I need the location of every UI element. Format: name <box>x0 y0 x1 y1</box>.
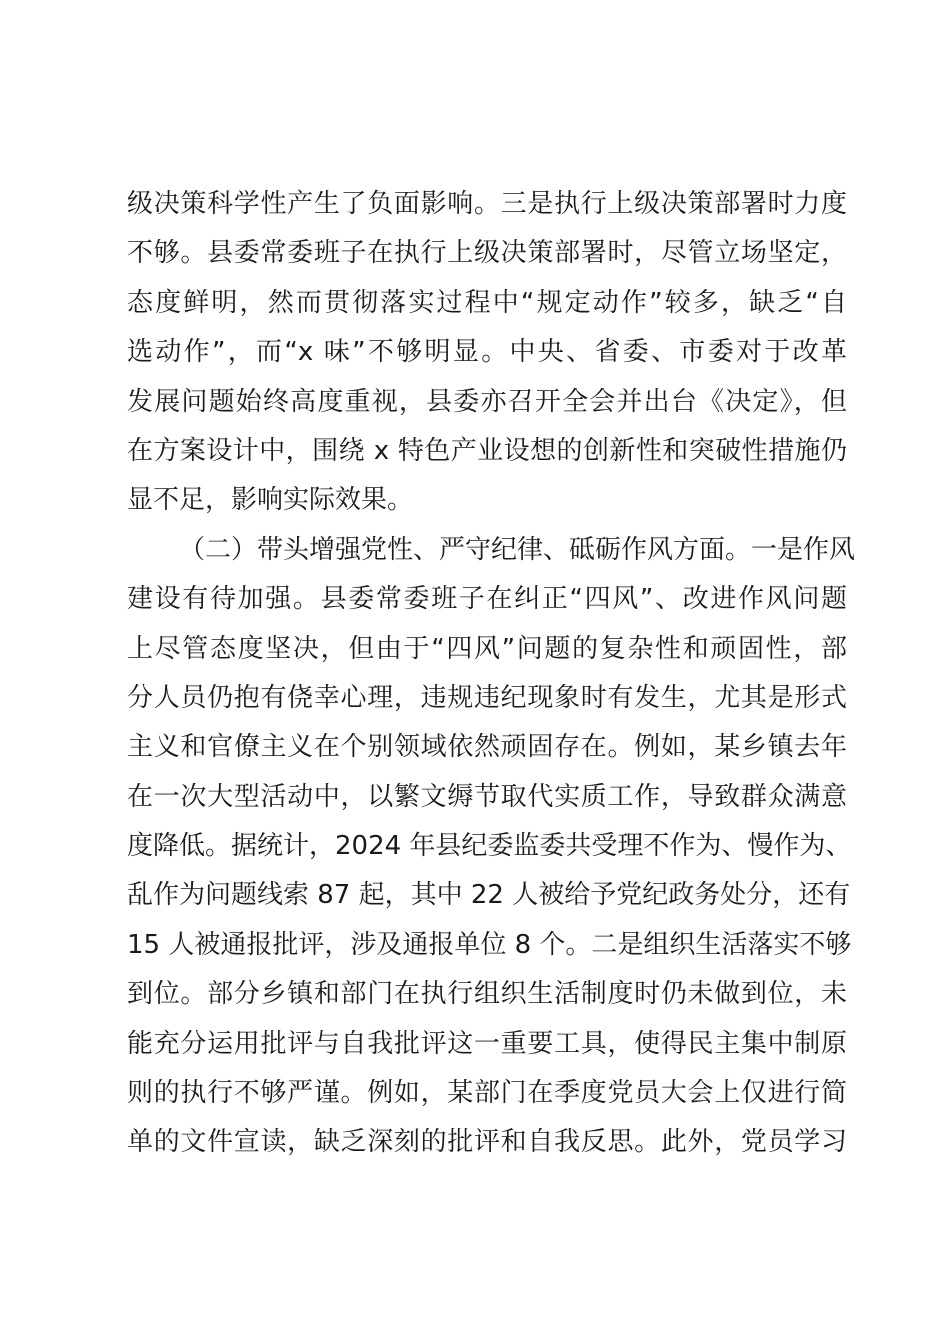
text-line: 建设有待加强。县委常委班子在纠正“四风”、改进作风问题 <box>127 584 847 615</box>
text-line: 乱作为问题线索 87 起，其中 22 人被给予党纪政务处分，还有 <box>127 880 851 911</box>
text-line: 显不足，影响实际效果。 <box>127 485 414 516</box>
text-line: 能充分运用批评与自我批评这一重要工具，使得民主集中制原 <box>127 1028 847 1059</box>
text-line: 发展问题始终高度重视，县委亦召开全会并出台《决定》，但 <box>127 386 847 417</box>
text-line: 在一次大型活动中，以繁文缛节取代实质工作，导致群众满意 <box>127 781 847 812</box>
text-line: 态度鲜明，然而贯彻落实过程中“规定动作”较多，缺乏“自 <box>127 287 847 318</box>
body-text <box>127 180 856 1168</box>
text-line: 度降低。据统计，2024 年县纪委监委共受理不作为、慢作为、 <box>127 831 852 862</box>
text-line: 单的文件宣读，缺乏深刻的批评和自我反思。此外，党员学习 <box>127 1127 847 1158</box>
paragraph <box>127 180 847 526</box>
text-line: 在方案设计中，围绕 x 特色产业设想的创新性和突破性措施仍 <box>127 435 847 466</box>
text-line: 分人员仍抱有侥幸心理，违规违纪现象时有发生，尤其是形式 <box>127 682 847 713</box>
text-line: 15 人被通报批评，涉及通报单位 8 个。二是组织生活落实不够 <box>127 929 852 960</box>
text-line: 主义和官僚主义在个别领域依然顽固存在。例如，某乡镇去年 <box>127 732 847 763</box>
text-line: 选动作”，而“x 味”不够明显。中央、省委、市委对于改革 <box>127 337 847 368</box>
text-line: 到位。部分乡镇和部门在执行组织生活制度时仍未做到位，未 <box>127 979 847 1010</box>
text-line: （二）带头增强党性、严守纪律、砥砺作风方面。一是作风 <box>179 534 856 565</box>
text-line: 级决策科学性产生了负面影响。三是执行上级决策部署时力度 <box>127 189 847 219</box>
paragraph <box>127 526 856 1168</box>
text-line: 不够。县委常委班子在执行上级决策部署时，尽管立场坚定， <box>127 238 847 269</box>
text-line: 上尽管态度坚决，但由于“四风”问题的复杂性和顽固性，部 <box>127 633 847 664</box>
text-line: 则的执行不够严谨。例如，某部门在季度党员大会上仅进行简 <box>127 1078 847 1109</box>
